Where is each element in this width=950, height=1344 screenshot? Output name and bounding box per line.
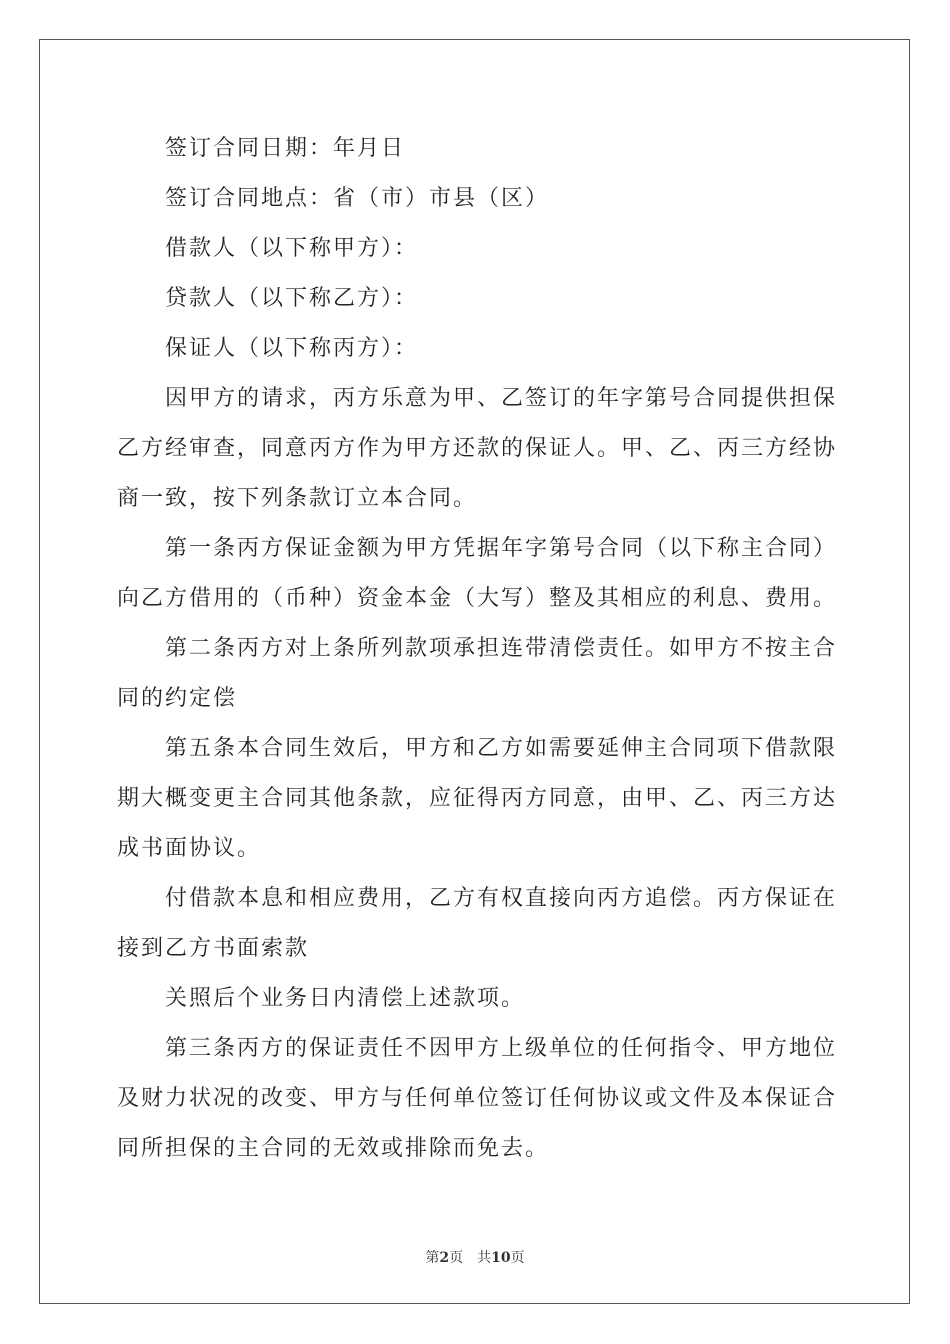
paragraph-line: 乙方经审查，同意丙方作为甲方还款的保证人。甲、乙、丙三方经协 bbox=[117, 436, 838, 461]
paragraph-line: 第一条丙方保证金额为甲方凭据年字第号合同（以下称主合同） bbox=[165, 536, 838, 561]
paragraph-line: 签订合同地点：省（市）市县（区） bbox=[165, 186, 550, 211]
paragraph-line: 签订合同日期：年月日 bbox=[165, 136, 406, 161]
paragraph-line: 借款人（以下称甲方）： bbox=[165, 236, 419, 261]
paragraph-line: 同所担保的主合同的无效或排除而免去。 bbox=[117, 1136, 550, 1161]
paragraph-line: 第二条丙方对上条所列款项承担连带清偿责任。如甲方不按主合 bbox=[165, 636, 838, 661]
page-number: 2 bbox=[439, 1250, 450, 1266]
paragraph-line: 接到乙方书面索款 bbox=[117, 936, 310, 961]
paragraph-line: 期大概变更主合同其他条款，应征得丙方同意，由甲、乙、丙三方达 bbox=[117, 786, 838, 811]
paragraph-line: 因甲方的请求，丙方乐意为甲、乙签订的年字第号合同提供担保 bbox=[165, 386, 838, 411]
page-prefix: 第 bbox=[425, 1250, 440, 1266]
paragraph-line: 第三条丙方的保证责任不因甲方上级单位的任何指令、甲方地位 bbox=[165, 1036, 838, 1061]
paragraph-line: 第五条本合同生效后，甲方和乙方如需要延伸主合同项下借款限 bbox=[165, 736, 838, 761]
paragraph-line: 贷款人（以下称乙方）： bbox=[165, 286, 419, 311]
paragraph-line: 付借款本息和相应费用，乙方有权直接向丙方追偿。丙方保证在 bbox=[165, 886, 838, 911]
total-suffix: 页 bbox=[510, 1250, 525, 1266]
paragraph-line: 向乙方借用的（币种）资金本金（大写）整及其相应的利息、费用。 bbox=[117, 586, 838, 611]
document-body bbox=[117, 124, 838, 1174]
total-pages: 10 bbox=[491, 1250, 511, 1266]
paragraph-line: 同的约定偿 bbox=[117, 686, 238, 711]
total-prefix: 共 bbox=[477, 1250, 492, 1266]
paragraph-line: 关照后个业务日内清偿上述款项。 bbox=[165, 986, 526, 1011]
paragraph-line: 商一致，按下列条款订立本合同。 bbox=[117, 486, 478, 511]
paragraph-line: 及财力状况的改变、甲方与任何单位签订任何协议或文件及本保证合 bbox=[117, 1086, 838, 1111]
page-suffix: 页 bbox=[449, 1250, 464, 1266]
paragraph-line: 保证人（以下称丙方）： bbox=[165, 336, 419, 361]
page-footer bbox=[0, 1247, 950, 1267]
paragraph-line: 成书面协议。 bbox=[117, 836, 262, 861]
